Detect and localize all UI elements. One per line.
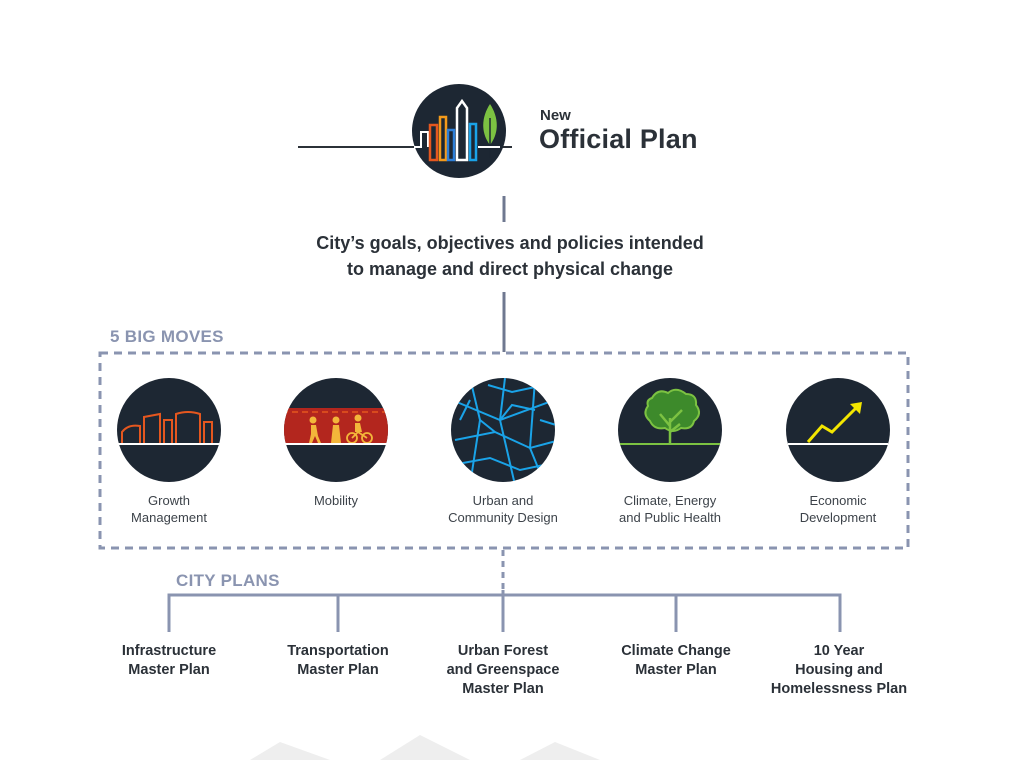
plan-label-line: Master Plan: [297, 662, 379, 678]
move-label-urban-design: [428, 492, 578, 526]
plan-label-line: and Greenspace: [446, 662, 560, 678]
plan-label-urban-forest: [418, 642, 588, 699]
plan-label-line: 10 Year: [813, 643, 865, 659]
move-label-line: Mobility: [313, 493, 359, 508]
pedestrians-cyclist-icon: [282, 378, 392, 482]
move-label-growth: [94, 492, 244, 526]
plan-label-line: Homelessness Plan: [770, 681, 908, 697]
move-label-line: Urban and: [472, 493, 534, 508]
plan-label-line: Infrastructure: [121, 643, 217, 659]
plan-label-climate-change: [591, 642, 761, 680]
plan-label-line: Transportation: [287, 643, 389, 659]
plan-label-transportation: [253, 642, 423, 680]
move-label-line: Management: [131, 510, 207, 525]
plan-label-line: Master Plan: [462, 681, 544, 697]
city-plans-heading: CITY PLANS: [176, 571, 280, 590]
plan-label-infrastructure: [84, 642, 254, 680]
city-skyline-logo-icon: [412, 84, 506, 178]
move-label-line: Economic: [809, 493, 867, 508]
street-map-icon: [451, 378, 560, 485]
move-label-line: and Public Health: [619, 510, 721, 525]
move-label-climate: [595, 492, 745, 526]
plan-label-line: Master Plan: [128, 662, 210, 678]
goals-statement: [230, 230, 790, 282]
plan-label-line: Housing and: [795, 662, 883, 678]
move-label-mobility: [261, 492, 411, 509]
move-label-economic: [763, 492, 913, 526]
plan-label-line: Master Plan: [635, 662, 717, 678]
move-label-line: Development: [799, 510, 877, 525]
new-label: New: [540, 107, 571, 124]
goals-line-2: to manage and direct physical change: [346, 259, 674, 279]
move-label-line: Climate, Energy: [623, 493, 717, 508]
big-moves-heading: 5 BIG MOVES: [110, 327, 224, 346]
official-plan-title: Official Plan: [539, 124, 698, 154]
move-label-line: Community Design: [448, 510, 558, 525]
tree-icon: [618, 378, 722, 482]
plan-label-line: Climate Change: [621, 643, 731, 659]
goals-line-1: City’s goals, objectives and policies intended: [316, 233, 704, 253]
buildings-icon: [116, 378, 222, 482]
watermark-shapes: [250, 735, 600, 760]
plan-label-line: Urban Forest: [457, 643, 549, 659]
move-label-line: Growth: [148, 493, 190, 508]
growth-arrow-icon: [786, 378, 890, 482]
plan-label-housing: [754, 642, 924, 699]
